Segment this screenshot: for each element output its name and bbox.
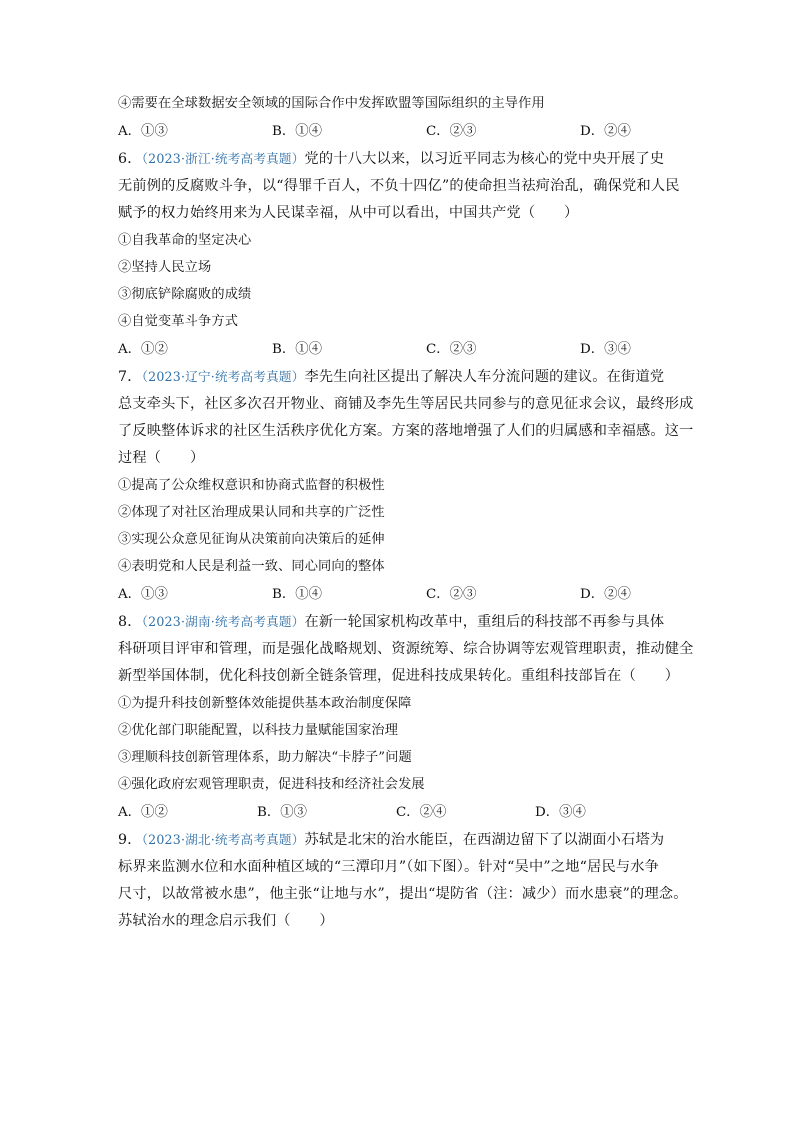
q7-line-2: 总支牵头下，社区多次召开物业、商铺及李先生等居民共同参与的意见征求会议，最终形成: [118, 396, 694, 412]
q7-option-d[interactable]: D．②④: [580, 587, 631, 602]
q6-text-1: 党的十八大以来，以习近平同志为核心的党中央开展了史: [304, 151, 665, 167]
q7-line-1: [118, 367, 678, 387]
q6-number: 6．: [118, 151, 142, 167]
q9-line-2: 标界来监测水位和水面种植区域的“三潭印月”（如下图）。针对“吴中”之地“居民与水争: [118, 859, 660, 875]
q8-option-a[interactable]: A．①②: [118, 805, 168, 820]
q6-option-b[interactable]: B．①④: [272, 342, 323, 357]
q6-option-c[interactable]: C．②③: [426, 342, 477, 357]
q6-option-d[interactable]: D．③④: [580, 342, 631, 357]
q8-item-4: ④强化政府宏观管理职责，促进科技和经济社会发展: [118, 777, 425, 792]
q8-text-1: 在新一轮国家机构改革中，重组后的科技部不再参与具体: [304, 614, 665, 630]
q8-item-3: ③理顺科技创新管理体系，助力解决“卡脖子”问题: [118, 750, 412, 765]
q7-option-b[interactable]: B．①④: [272, 587, 323, 602]
q8-item-1: ①为提升科技创新整体效能提供基本政治制度保障: [118, 696, 412, 711]
q9-source: （2023·湖北·统考高考真题）: [141, 832, 305, 847]
q7-options: [118, 585, 678, 605]
q7-text-1: 李先生向社区提出了解决人车分流问题的建议。在街道党: [304, 369, 665, 385]
q9-number: 9．: [118, 832, 142, 848]
q7-line-3: 了反映整体诉求的社区生活秩序优化方案。方案的落地增强了人们的归属感和幸福感。这一: [118, 423, 694, 439]
q6-line-3: 赋予的权力始终用来为人民谋幸福，从中可以看出，中国共产党（ ）: [118, 205, 579, 221]
prev-option-c[interactable]: C．②③: [426, 124, 477, 139]
prev-option-b[interactable]: B．①④: [272, 124, 323, 139]
q9-line-3: 尺寸，以故常被水患”，他主张“让地与水”，提出“堤防省（注：减少）而水患衰”的理念。: [118, 886, 688, 902]
q6-item-4: ④自觉变革斗争方式: [118, 314, 239, 329]
q7-line-4: 过程（ ）: [118, 450, 205, 466]
q8-line-1: [118, 612, 678, 632]
q8-options: [118, 803, 678, 823]
q7-source: （2023·辽宁·统考高考真题）: [141, 369, 305, 384]
q8-item-2: ②优化部门职能配置，以科技力量赋能国家治理: [118, 723, 399, 738]
prev-options: [118, 122, 678, 142]
q6-line-2: 无前例的反腐败斗争，以“得罪千百人，不负十四亿”的使命担当祛疴治乱，确保党和人民: [118, 178, 680, 194]
q9-line-1: [118, 830, 678, 850]
q8-option-b[interactable]: B．①③: [257, 805, 308, 820]
q7-item-4: ④表明党和人民是利益一致、同心同向的整体: [118, 559, 385, 574]
q8-line-3: 新型举国体制，优化科技创新全链条管理，促进科技成果转化。重组科技部旨在（ ）: [118, 668, 680, 684]
q6-line-1: [118, 149, 678, 169]
q8-number: 8．: [118, 614, 142, 630]
prev-item-4: ④需要在全球数据安全领域的国际合作中发挥欧盟等国际组织的主导作用: [118, 96, 545, 111]
q6-options: [118, 340, 678, 360]
q7-option-a[interactable]: A．①③: [118, 587, 168, 602]
q6-item-1: ①自我革命的坚定决心: [118, 233, 252, 248]
q7-number: 7．: [118, 369, 142, 385]
q8-line-2: 科研项目评审和管理，而是强化战略规划、资源统筹、综合协调等宏观管理职责，推动健全: [118, 641, 694, 657]
q7-item-1: ①提高了公众维权意识和协商式监督的积极性: [118, 478, 385, 493]
prev-option-a[interactable]: A．①③: [118, 124, 168, 139]
q8-source: （2023·湖南·统考高考真题）: [141, 614, 305, 629]
q6-item-2: ②坚持人民立场: [118, 260, 212, 275]
q6-option-a[interactable]: A．①②: [118, 342, 168, 357]
q9-line-4: 苏轼治水的理念启示我们（ ）: [118, 913, 334, 929]
prev-option-d[interactable]: D．②④: [580, 124, 631, 139]
q8-option-c[interactable]: C．②④: [396, 805, 447, 820]
q7-item-3: ③实现公众意见征询从决策前向决策后的延伸: [118, 532, 385, 547]
q6-source: （2023·浙江·统考高考真题）: [141, 151, 305, 166]
q9-text-1: 苏轼是北宋的治水能臣，在西湖边留下了以湖面小石塔为: [304, 832, 665, 848]
q8-option-d[interactable]: D．③④: [535, 805, 586, 820]
q7-option-c[interactable]: C．②③: [426, 587, 477, 602]
q6-item-3: ③彻底铲除腐败的成绩: [118, 287, 252, 302]
q7-item-2: ②体现了对社区治理成果认同和共享的广泛性: [118, 505, 385, 520]
